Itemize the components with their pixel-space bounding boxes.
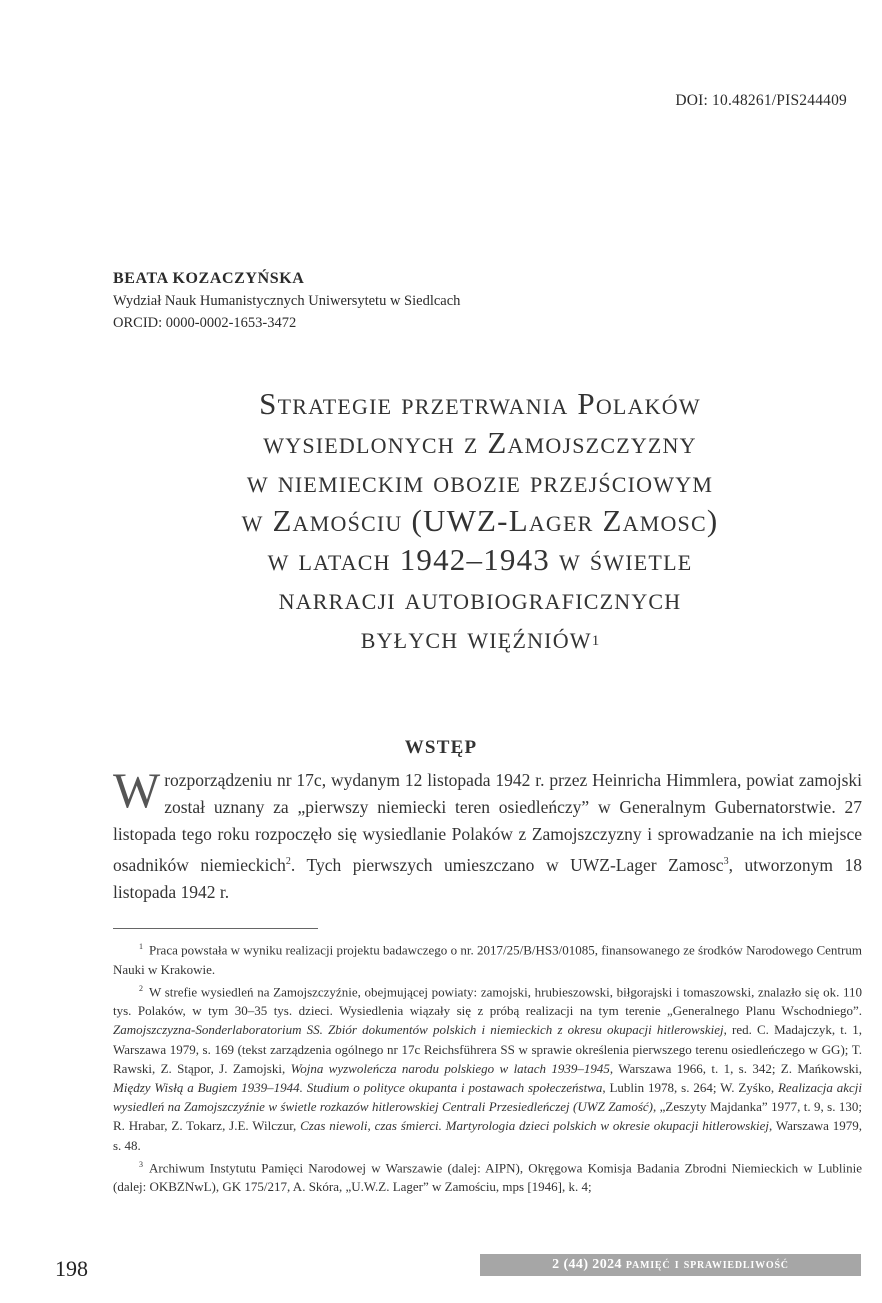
footnote-text: , Lublin 1978, s. 264; W. Zyśko, [602,1080,778,1096]
footnote [113,1155,862,1197]
footnotes [113,937,862,1197]
section-heading: WSTĘP [404,737,478,758]
footnote-text: Archiwum Instytutu Pamięci Narodowej w Warszawie (dalej: AIPN), Okręgowa Komisja Badania Zbrodni Niemieckich w Lublinie (dalej: OKBZNwL), GK 175/217, A. Skóra, „U.W.Z. Lager” w Zamościu, mps [1946], k. 4; [113,1160,862,1195]
body-paragraph [113,762,862,906]
issue-label: 2 (44) 2024 [552,1257,622,1272]
footnote [113,937,862,979]
title-line: w niemieckim obozie przejściowym [246,464,714,499]
doi-identifier: DOI: 10.48261/PIS244409 [675,92,847,109]
footnote-citation-title: Zamojszczyzna-Sonderlaboratorium SS. Zbiór dokumentów polskich i niemieckich z okresu okupacji hitlerowskiej [113,1022,724,1038]
body-text-part: rozporządzeniu nr 17c, wydanym 12 listopada 1942 r. przez Heinricha Himmlera, powiat zamojski został uznany za „pierwszy niemiecki teren osiedleńczy” w Generalnym Gubernatorstwie. 27 listopada tego roku rozpoczęło się wysiedlanie Polaków z Zamojszczyzny i sprowadzanie na ich miejsce osadników niemieckich [113,770,862,875]
footnote-citation-title: Realizacja akcji wysiedleń na Zamojszczyźnie w świetle rozkazów hitlerowskiej Centrali Przesiedleńczej (UWZ Zamość) [113,1080,863,1115]
footnote-text: Praca powstała w wyniku realizacji projektu badawczego o nr. 2017/25/B/HS3/01085, finansowanego ze środków Narodowego Centrum Nauki w Krakowie. [113,942,862,977]
body-text-part: . Tych pierwszych umieszczano w UWZ-Lager Zamosc [290,854,724,875]
author-orcid: ORCID: 0000-0002-1653-3472 [113,315,297,331]
footnote-text: , red. C. Madajczyk, t. 1, Warszawa 1979, s. 169 (tekst zarządzenia ogólnego nr 17c Reichsführera SS w sprawie określenia pierwszego terenu osiedleńczego w GG); T. Rawski, Z. Stąpor, J. Zamojski, [113,1022,862,1076]
footnote-separator [113,928,318,929]
footnote-citation-title: Między Wisłą a Bugiem 1939–1944. Studium o polityce okupanta i postawach społeczeństwa [113,1080,603,1096]
title-line: w latach 1942–1943 w świetle [267,542,693,577]
title-line-text: byłych więźniów [360,620,592,655]
author-affiliation: Wydział Nauk Humanistycznych Uniwersytetu w Siedlcach [113,293,461,309]
footnote-number: 2 [139,983,143,993]
footnote-ref: 3 [723,856,729,867]
title-line: narracji autobiograficznych [278,581,682,616]
author-block [113,268,460,334]
footnote-text: , „Zeszyty Majdanka” 1977, t. 9, s. 130; R. Hrabar, Z. Tokarz, J.E. Wilczur, [113,1099,862,1134]
journal-name: pamięć i sprawiedliwość [625,1257,789,1272]
title-line: w Zamościu (UWZ-Lager Zamosc) [241,503,719,538]
footnote-citation-title: Czas niewoli, czas śmierci. Martyrologia dzieci polskich w okresie okupacji hitlerowskiej [300,1118,769,1134]
footnote [113,979,862,1155]
footnote-citation-title: Wojna wyzwoleńcza narodu polskiego w latach 1939–1945 [290,1060,610,1076]
article-title [120,384,840,657]
footnote-text: W strefie wysiedleń na Zamojszczyźnie, obejmującej powiaty: zamojski, hrubieszowski, biłgorajski i tomaszowski, znalazło się ok. 110 tys. Polaków, w tym 30–35 tys. dzieci. Wysiedlenia wiązały się z próbą realizacji na tym terenie „Generalnego Planu Wschodniego”. [113,984,862,1019]
footnote-number: 1 [139,942,143,951]
journal-footer-bar [480,1254,861,1276]
footnote-text: , Warszawa 1966, t. 1, s. 342; Z. Mańkowski, [609,1060,862,1076]
page-number: 198 [55,1256,88,1281]
footnote-text: , Warszawa 1979, s. 48. [113,1118,862,1153]
author-name: BEATA KOZACZYŃSKA [113,270,305,287]
footnote-number: 3 [139,1159,143,1169]
body-text-part: , utworzonym 18 listopada 1942 r. [113,854,862,902]
title-line: wysiedlonych z Zamojszczyzny [263,425,697,460]
title-footnote-marker: 1 [591,633,600,649]
footnote-ref: 2 [285,856,291,867]
title-line: Strategie przetrwania Polaków [259,386,701,421]
drop-cap: W [113,762,161,818]
title-line [120,618,840,657]
